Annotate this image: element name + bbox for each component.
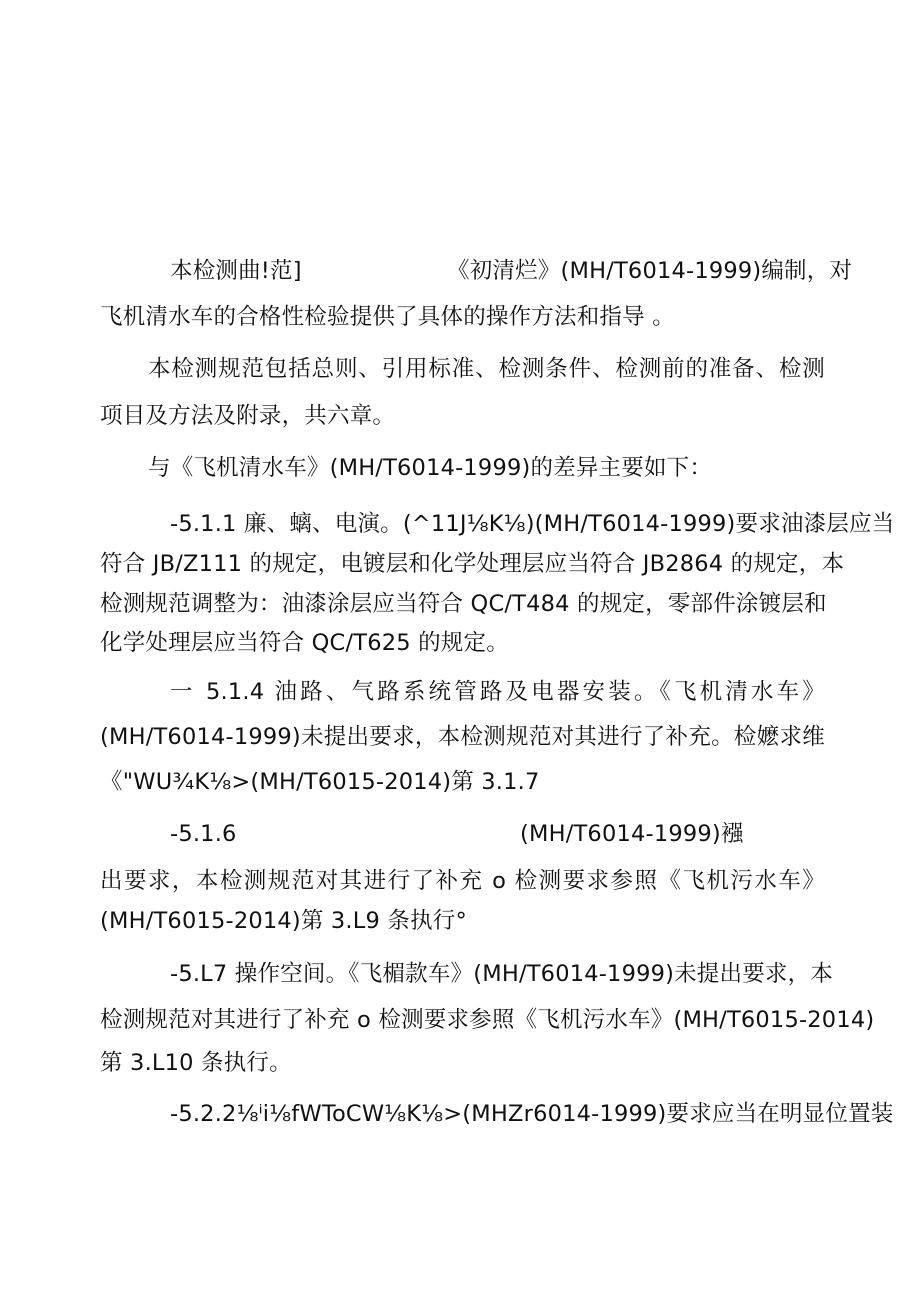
paragraph-4-line-1: -5.1.1 廉、螭、电演。(^11J⅛K⅛)(MH/T6014-1999)要求油漆层应当 — [170, 511, 895, 537]
paragraph-4-line-4: 化学处理层应当符合 QC/T625 的规定。 — [100, 630, 509, 656]
paragraph-6-line-3: (MH/T6015-2014)第 3.L9 条执行° — [100, 908, 467, 934]
paragraph-5-line-2: (MH/T6014-1999)未提出要求，本检测规范对其进行了补充。检嬷求维 — [100, 724, 825, 750]
paragraph-8-line-1: -5.2.2⅛ⁱi⅛fWToCW⅛K⅛>(MHZr6014-1999)要求应当在明显位置装 — [170, 1101, 894, 1127]
paragraph-7-line-2: 检测规范对其进行了补充 o 检测要求参照《飞机污水车》(MH/T6015-2014) — [100, 1007, 875, 1033]
paragraph-1-line-2: 飞机清水车的合格性检验提供了具体的操作方法和指导 。 — [100, 304, 675, 330]
paragraph-5-line-3: 《"WU¾K⅛>(MH/T6015-2014)第 3.1.7 — [100, 769, 540, 795]
paragraph-4-line-3: 检测规范调整为：油漆涂层应当符合 QC/T484 的规定，零部件涂镀层和 — [100, 591, 827, 617]
paragraph-1-line-1-start: 本检测曲!范] — [170, 258, 302, 284]
paragraph-7-line-3: 第 3.L10 条执行。 — [100, 1050, 292, 1076]
paragraph-2-line-2: 项目及方法及附录，共六章。 — [100, 403, 396, 429]
paragraph-7-line-1: -5.L7 操作空间。《飞楣款车》(MH/T6014-1999)未提出要求，本 — [170, 961, 833, 987]
paragraph-1-line-1-end: 《初清烂》(MH/T6014-1999)编制，对 — [447, 258, 853, 284]
paragraph-6-line-2: 出要求，本检测规范对其进行了补充 o 检测要求参照《飞机污水车》 — [100, 868, 825, 894]
paragraph-6-line-1-end: (MH/T6014-1999)襁 — [520, 821, 744, 847]
paragraph-6-line-1-start: -5.1.6 — [170, 821, 237, 847]
paragraph-4-line-2: 符合 JB/Z111 的规定，电镀层和化学处理层应当符合 JB2864 的规定，本 — [100, 551, 845, 577]
paragraph-2-line-1: 本检测规范包括总则、引用标准、检测条件、检测前的准备、检测 — [148, 356, 825, 382]
paragraph-5-line-1: 一 5.1.4 油路、气路系统管路及电器安装。《飞机清水车》 — [170, 679, 825, 705]
paragraph-3-line-1: 与《飞机清水车》(MH/T6014-1999)的差异主要如下： — [148, 455, 713, 481]
